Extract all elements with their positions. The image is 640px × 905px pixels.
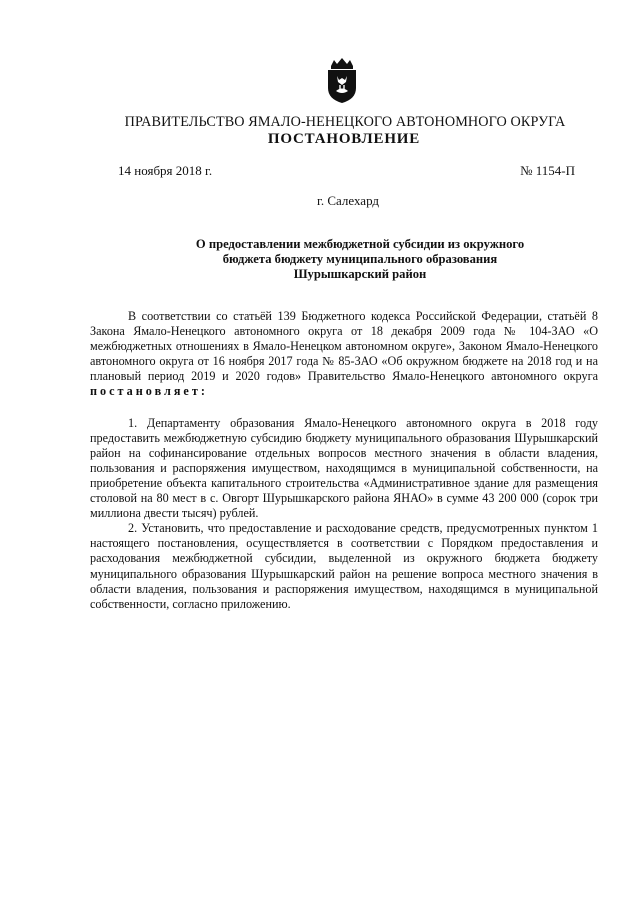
- document-number: № 1154-П: [520, 163, 575, 178]
- coat-of-arms-icon: [325, 58, 359, 104]
- document-city: г. Салехард: [316, 193, 380, 208]
- document-type: ПОСТАНОВЛЕНИЕ: [267, 131, 421, 147]
- document-body: [90, 309, 598, 612]
- government-name: ПРАВИТЕЛЬСТВО ЯМАЛО-НЕНЕЦКОГО АВТОНОМНОГО ОКРУГА: [124, 114, 566, 130]
- preamble-paragraph: [90, 309, 598, 400]
- document-date: 14 ноября 2018 г.: [118, 163, 213, 178]
- document-title: [160, 237, 560, 282]
- title-line-2: бюджета бюджету муниципального образования: [222, 252, 498, 266]
- title-line-1: О предоставлении межбюджетной субсидии из окружного: [195, 237, 525, 251]
- resolves-word: постановляет:: [90, 384, 208, 399]
- item-1-paragraph: 1. Департаменту образования Ямало-Ненецкого автономного округа в 2018 году предоставить межбюджетную субсидию бюджету муниципального образования Шурышкарский район на софинансирование отдельных вопросов местного значения в области владения, пользования и распоряжения имуществом, находящимся в муниципальной собственности, на приобретение объекта капитального строительства «Административное здание для размещения столовой на 80 мест в с. Овгорт Шурышкарского района ЯНАО» в сумме 43 200 000 (сорок три миллиона двести тысяч) рублей.: [90, 415, 598, 521]
- preamble-text: В соответствии со статьёй 139 Бюджетного кодекса Российской Федерации, статьёй 8 Закона Ямало-Ненецкого автономного округа от 18 декабря 2009 года № 104-ЗАО «О межбюджетных отношениях в Ямало-Ненецком автономном округе», Законом Ямало-Ненецкого автономного округа от 16 ноября 2017 года № 85-ЗАО «Об окружном бюджете на 2018 год и на плановый период 2019 и 2020 годов» Правительство Ямало-Ненецкого автономного округа: [90, 309, 598, 384]
- title-line-3: Шурышкарский район: [293, 267, 427, 281]
- item-2-paragraph: 2. Установить, что предоставление и расходование средств, предусмотренных пунктом 1 настоящего постановления, осуществляется в соответствии с Порядком предоставления и расходования межбюджетной субсидии, выделенной из окружного бюджета бюджету муниципального образования Шурышкарский район на решение вопроса местного значения в области владения, пользования и распоряжения имуществом, находящимся в муниципальной собственности, согласно приложению.: [90, 521, 598, 611]
